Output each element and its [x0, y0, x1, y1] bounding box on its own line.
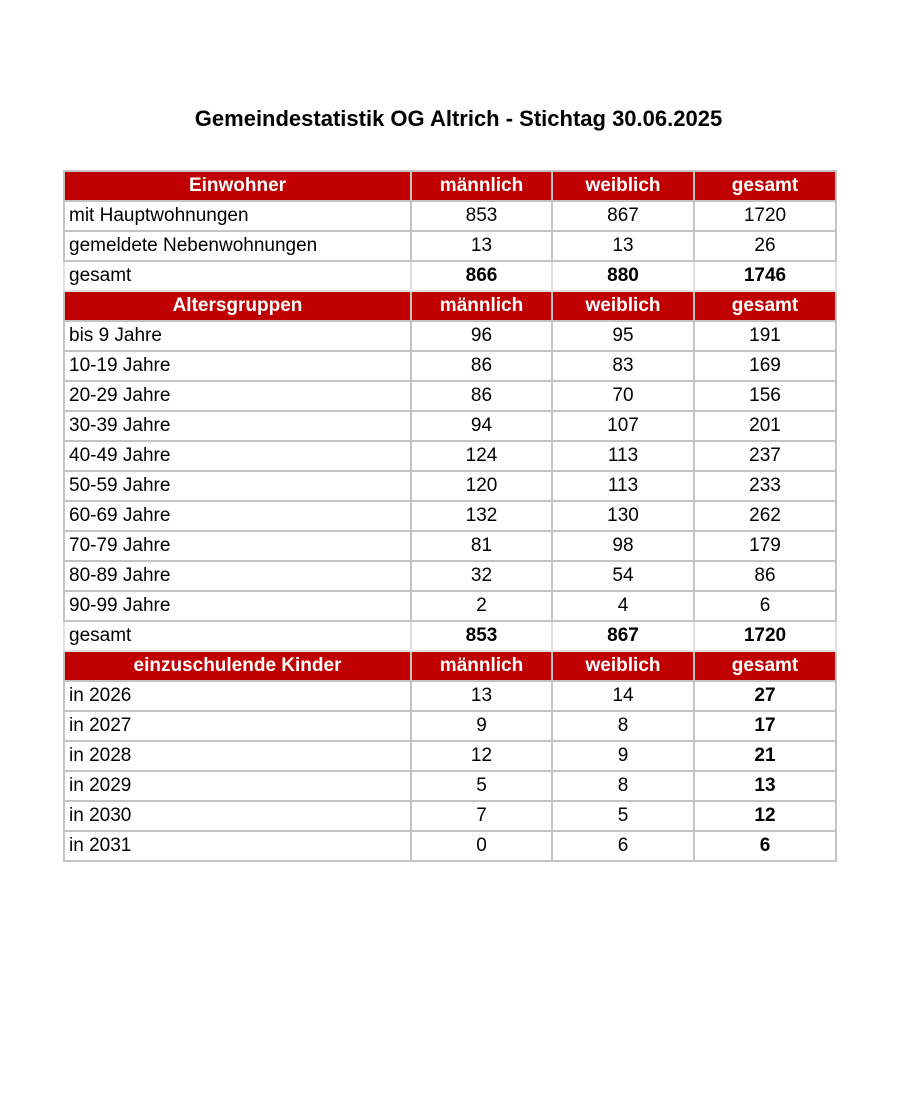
table-row	[64, 201, 836, 231]
row-label: 80-89 Jahre	[64, 561, 411, 591]
header-cell: einzuschulende Kinder	[64, 651, 411, 681]
table-row	[64, 231, 836, 261]
female-count: 113	[552, 471, 694, 501]
table-row	[64, 531, 836, 561]
female-count: 98	[552, 531, 694, 561]
female-count: 70	[552, 381, 694, 411]
row-label: in 2029	[64, 771, 411, 801]
total-row	[64, 261, 836, 291]
total-count: 13	[694, 771, 836, 801]
header-cell: Altersgruppen	[64, 291, 411, 321]
total-count: 1746	[694, 261, 836, 291]
female-count: 130	[552, 501, 694, 531]
female-count: 4	[552, 591, 694, 621]
row-label: bis 9 Jahre	[64, 321, 411, 351]
female-count: 867	[552, 621, 694, 651]
table-row	[64, 321, 836, 351]
male-count: 5	[411, 771, 552, 801]
header-cell: männlich	[411, 171, 552, 201]
total-count: 262	[694, 501, 836, 531]
row-label: gemeldete Nebenwohnungen	[64, 231, 411, 261]
total-count: 1720	[694, 201, 836, 231]
table-row	[64, 501, 836, 531]
table-header-einwohner	[64, 171, 836, 201]
table-row	[64, 351, 836, 381]
male-count: 86	[411, 381, 552, 411]
table-row	[64, 561, 836, 591]
header-cell: Einwohner	[64, 171, 411, 201]
total-count: 233	[694, 471, 836, 501]
male-count: 81	[411, 531, 552, 561]
table-row	[64, 441, 836, 471]
header-cell: gesamt	[694, 651, 836, 681]
row-label: 60-69 Jahre	[64, 501, 411, 531]
male-count: 12	[411, 741, 552, 771]
total-count: 6	[694, 591, 836, 621]
total-count: 237	[694, 441, 836, 471]
header-cell: weiblich	[552, 291, 694, 321]
male-count: 86	[411, 351, 552, 381]
male-count: 866	[411, 261, 552, 291]
male-count: 132	[411, 501, 552, 531]
male-count: 13	[411, 231, 552, 261]
row-label: in 2028	[64, 741, 411, 771]
total-count: 86	[694, 561, 836, 591]
male-count: 13	[411, 681, 552, 711]
total-count: 26	[694, 231, 836, 261]
row-label: in 2031	[64, 831, 411, 861]
table-row	[64, 831, 836, 861]
row-label: 90-99 Jahre	[64, 591, 411, 621]
header-cell: männlich	[411, 291, 552, 321]
male-count: 94	[411, 411, 552, 441]
row-label: 70-79 Jahre	[64, 531, 411, 561]
female-count: 83	[552, 351, 694, 381]
row-label: 20-29 Jahre	[64, 381, 411, 411]
row-label: mit Hauptwohnungen	[64, 201, 411, 231]
table-row	[64, 411, 836, 441]
male-count: 120	[411, 471, 552, 501]
male-count: 7	[411, 801, 552, 831]
row-label: 40-49 Jahre	[64, 441, 411, 471]
header-cell: weiblich	[552, 651, 694, 681]
female-count: 5	[552, 801, 694, 831]
row-label: in 2026	[64, 681, 411, 711]
row-label: 50-59 Jahre	[64, 471, 411, 501]
total-count: 6	[694, 831, 836, 861]
total-count: 12	[694, 801, 836, 831]
header-cell: gesamt	[694, 171, 836, 201]
male-count: 32	[411, 561, 552, 591]
table-row	[64, 381, 836, 411]
table-row	[64, 801, 836, 831]
row-label: in 2027	[64, 711, 411, 741]
table-header-altersgruppen	[64, 291, 836, 321]
male-count: 96	[411, 321, 552, 351]
row-label: 10-19 Jahre	[64, 351, 411, 381]
total-count: 169	[694, 351, 836, 381]
female-count: 6	[552, 831, 694, 861]
female-count: 107	[552, 411, 694, 441]
table-row	[64, 681, 836, 711]
row-label: in 2030	[64, 801, 411, 831]
male-count: 853	[411, 621, 552, 651]
female-count: 95	[552, 321, 694, 351]
total-count: 156	[694, 381, 836, 411]
table-header-einzuschulende-kinder	[64, 651, 836, 681]
row-label: 30-39 Jahre	[64, 411, 411, 441]
female-count: 867	[552, 201, 694, 231]
page-title: Gemeindestatistik OG Altrich - Stichtag 30.06.2025	[194, 106, 723, 131]
table-row	[64, 771, 836, 801]
header-cell: weiblich	[552, 171, 694, 201]
male-count: 2	[411, 591, 552, 621]
female-count: 13	[552, 231, 694, 261]
male-count: 9	[411, 711, 552, 741]
total-count: 191	[694, 321, 836, 351]
statistics-table	[63, 170, 837, 862]
table-row	[64, 471, 836, 501]
female-count: 880	[552, 261, 694, 291]
female-count: 9	[552, 741, 694, 771]
male-count: 853	[411, 201, 552, 231]
male-count: 124	[411, 441, 552, 471]
female-count: 8	[552, 771, 694, 801]
table-row	[64, 741, 836, 771]
row-label: gesamt	[64, 621, 411, 651]
female-count: 113	[552, 441, 694, 471]
total-count: 17	[694, 711, 836, 741]
female-count: 14	[552, 681, 694, 711]
total-count: 27	[694, 681, 836, 711]
female-count: 54	[552, 561, 694, 591]
row-label: gesamt	[64, 261, 411, 291]
header-cell: männlich	[411, 651, 552, 681]
total-count: 1720	[694, 621, 836, 651]
header-cell: gesamt	[694, 291, 836, 321]
table-row	[64, 711, 836, 741]
total-count: 201	[694, 411, 836, 441]
total-count: 21	[694, 741, 836, 771]
table-row	[64, 591, 836, 621]
total-count: 179	[694, 531, 836, 561]
female-count: 8	[552, 711, 694, 741]
male-count: 0	[411, 831, 552, 861]
total-row	[64, 621, 836, 651]
